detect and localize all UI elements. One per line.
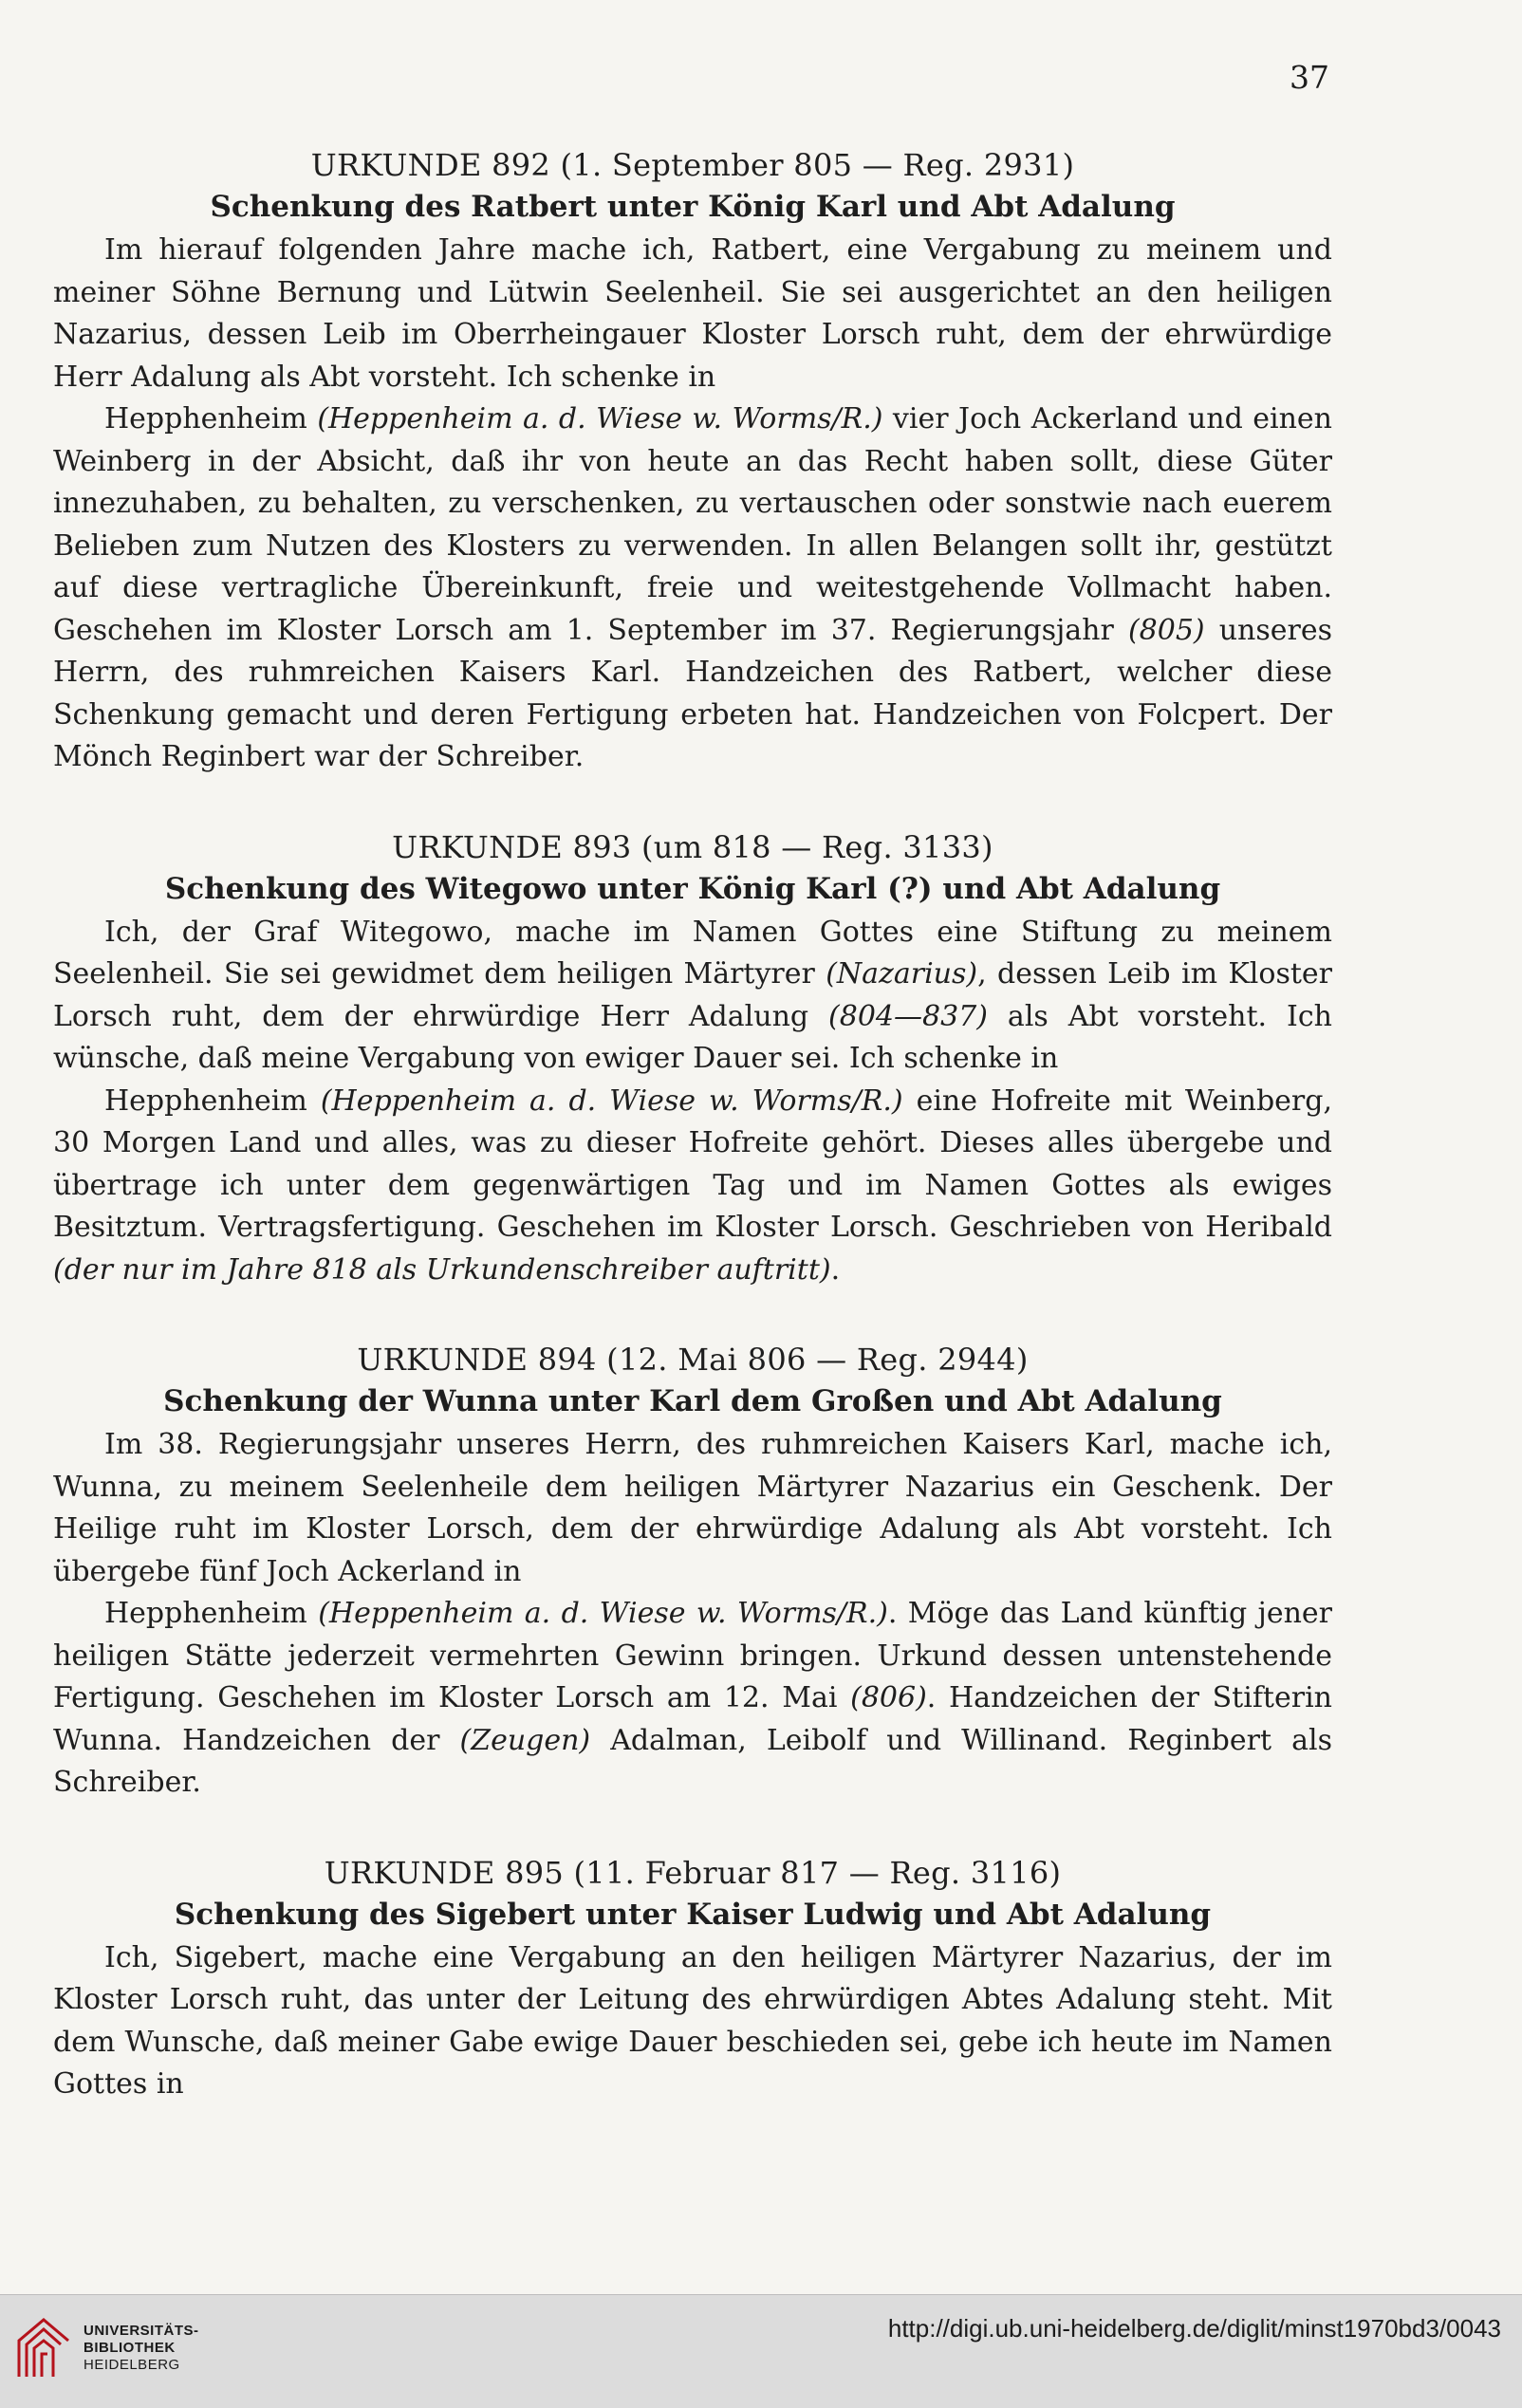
paragraph (53, 398, 1332, 779)
text-run: Hepphenheim (104, 1084, 321, 1118)
text-run: Adalman, Leibolf und Willinand. Reginbert als Schreiber. (53, 1723, 1332, 1799)
text-run: . Handzeichen der Stifterin Wunna. Handzeichen der (53, 1681, 1332, 1757)
viewer-footer (0, 2294, 1522, 2408)
paragraph: Im hierauf folgenden Jahre mache ich, Ratbert, eine Vergabung zu meinem und meiner Söhne Bernung und Lütwin Seelenheil. Sie sei ausgerichtet an den heiligen Nazarius, dessen Leib im Oberrheingauer Kloster Lorsch ruht, dem der ehrwürdige Herr Adalung als Abt vorsteht. Ich schenke in (53, 233, 1332, 394)
text-run: . Möge das Land künftig jener heiligen Stätte jederzeit vermehrten Gewinn bringen. Urkund dessen untenstehende Fertigung. Geschehen im Kloster Lorsch am 12. Mai (53, 1597, 1332, 1714)
italic-annotation: (804—837) (828, 999, 988, 1033)
document-heading: URKUNDE 895 (11. Februar 817 — Reg. 3116) (324, 1854, 1062, 1891)
document-subtitle: Schenkung des Witegowo unter König Karl (?) und Abt Adalung (164, 871, 1221, 906)
paragraph (53, 912, 1332, 1081)
page-number: 37 (1290, 59, 1329, 96)
document-895 (53, 1852, 1332, 2106)
italic-annotation: (805) (1127, 613, 1205, 647)
document-subtitle: Schenkung des Ratbert unter König Karl und Abt Adalung (210, 190, 1176, 224)
document-heading: URKUNDE 894 (12. Mai 806 — Reg. 2944) (357, 1342, 1029, 1378)
italic-annotation: (Heppenheim a. d. Wiese w. Worms/R.) (320, 1084, 903, 1118)
text-run: als Abt vorsteht. Ich wünsche, daß meine Vergabung von ewiger Dauer sei. Ich schenke in (53, 999, 1333, 1075)
text-run: . (830, 1252, 841, 1287)
document-subtitle: Schenkung der Wunna unter Karl dem Großen und Abt Adalung (163, 1384, 1222, 1418)
logo-line: BIBLIOTHEK (84, 2340, 176, 2356)
document-894 (53, 1339, 1332, 1805)
paragraph: Ich, Sigebert, mache eine Vergabung an den heiligen Märtyrer Nazarius, der im Kloster Lorsch ruht, das unter der Leitung des ehrwürdigen Abtes Adalung steht. Mit dem Wunsche, daß meiner Gabe ewige Dauer beschieden sei, gebe ich heute im Namen Gottes in (53, 1940, 1332, 2101)
italic-annotation: (Zeugen) (459, 1723, 591, 1757)
text-run: unseres Herrn, des ruhmreichen Kaisers Karl. Handzeichen des Ratbert, welcher diese Schenkung gemacht und deren Fertigung erbeten hat. Handzeichen von Folcpert. Der Mönch Reginbert war der Schreiber. (53, 613, 1332, 773)
text-run: Hepphenheim (104, 1597, 319, 1630)
permalink-url[interactable]: http://digi.ub.uni-heidelberg.de/diglit/minst1970bd3/0043 (887, 2314, 1501, 2343)
italic-annotation: (806) (850, 1681, 927, 1714)
italic-annotation: (der nur im Jahre 818 als Urkundenschreiber auftritt) (53, 1252, 831, 1287)
logo-line: HEIDELBERG (84, 2357, 180, 2373)
text-run: Hepphenheim (104, 402, 318, 435)
page-content (53, 144, 1332, 2154)
logo-line: UNIVERSITÄTS- (84, 2323, 199, 2339)
paragraph (53, 1593, 1332, 1805)
text-run: eine Hofreite mit Weinberg, 30 Morgen Land und alles, was zu dieser Hofreite gehört. Dieses alles übergebe und übertrage ich unter dem gegenwärtigen Tag und im Namen Gottes als ewiges Besitztum. Vertragsfertigung. Geschehen im Kloster Lorsch. Geschrieben von Heribald (53, 1084, 1332, 1244)
italic-annotation: (Heppenheim a. d. Wiese w. Worms/R.) (317, 402, 883, 435)
document-heading: URKUNDE 892 (1. September 805 — Reg. 2931) (310, 147, 1075, 183)
document-heading: URKUNDE 893 (um 818 — Reg. 3133) (392, 828, 993, 865)
italic-annotation: (Nazarius) (826, 957, 978, 991)
document-892 (53, 144, 1332, 779)
text-run: , dessen Leib im Kloster Lorsch ruht, dem der ehrwürdige Herr Adalung (53, 957, 1332, 1033)
document-893 (53, 826, 1332, 1292)
text-run: Ich, der Graf Witegowo, mache im Namen Gottes eine Stiftung zu meinem Seelenheil. Sie sei gewidmet dem heiligen Märtyrer (53, 915, 1332, 991)
paragraph (53, 1081, 1332, 1292)
document-subtitle: Schenkung des Sigebert unter Kaiser Ludwig und Abt Adalung (174, 1897, 1212, 1932)
library-logo[interactable] (15, 2316, 199, 2380)
paragraph: Im 38. Regierungsjahr unseres Herrn, des ruhmreichen Kaisers Karl, mache ich, Wunna, zu meinem Seelenheile dem heiligen Märtyrer Nazarius ein Geschenk. Der Heilige ruht im Kloster Lorsch, dem der ehrwürdige Adalung als Abt vorsteht. Ich übergebe fünf Joch Ackerland in (53, 1428, 1332, 1588)
ub-heidelberg-logo-icon (15, 2316, 74, 2380)
logo-text (84, 2323, 199, 2374)
italic-annotation: (Heppenheim a. d. Wiese w. Worms/R.) (318, 1597, 888, 1630)
text-run: vier Joch Ackerland und einen Weinberg in der Absicht, daß ihr von heute an das Recht haben sollt, diese Güter innezuhaben, zu behalten, zu verschenken, zu vertauschen oder sonstwie nach euerem Belieben zum Nutzen des Klosters zu verwenden. In allen Belangen sollt ihr, gestützt auf diese vertragliche Übereinkunft, freie und weitestgehende Vollmacht haben. Geschehen im Kloster Lorsch am 1. September im 37. Regierungsjahr (53, 402, 1332, 647)
